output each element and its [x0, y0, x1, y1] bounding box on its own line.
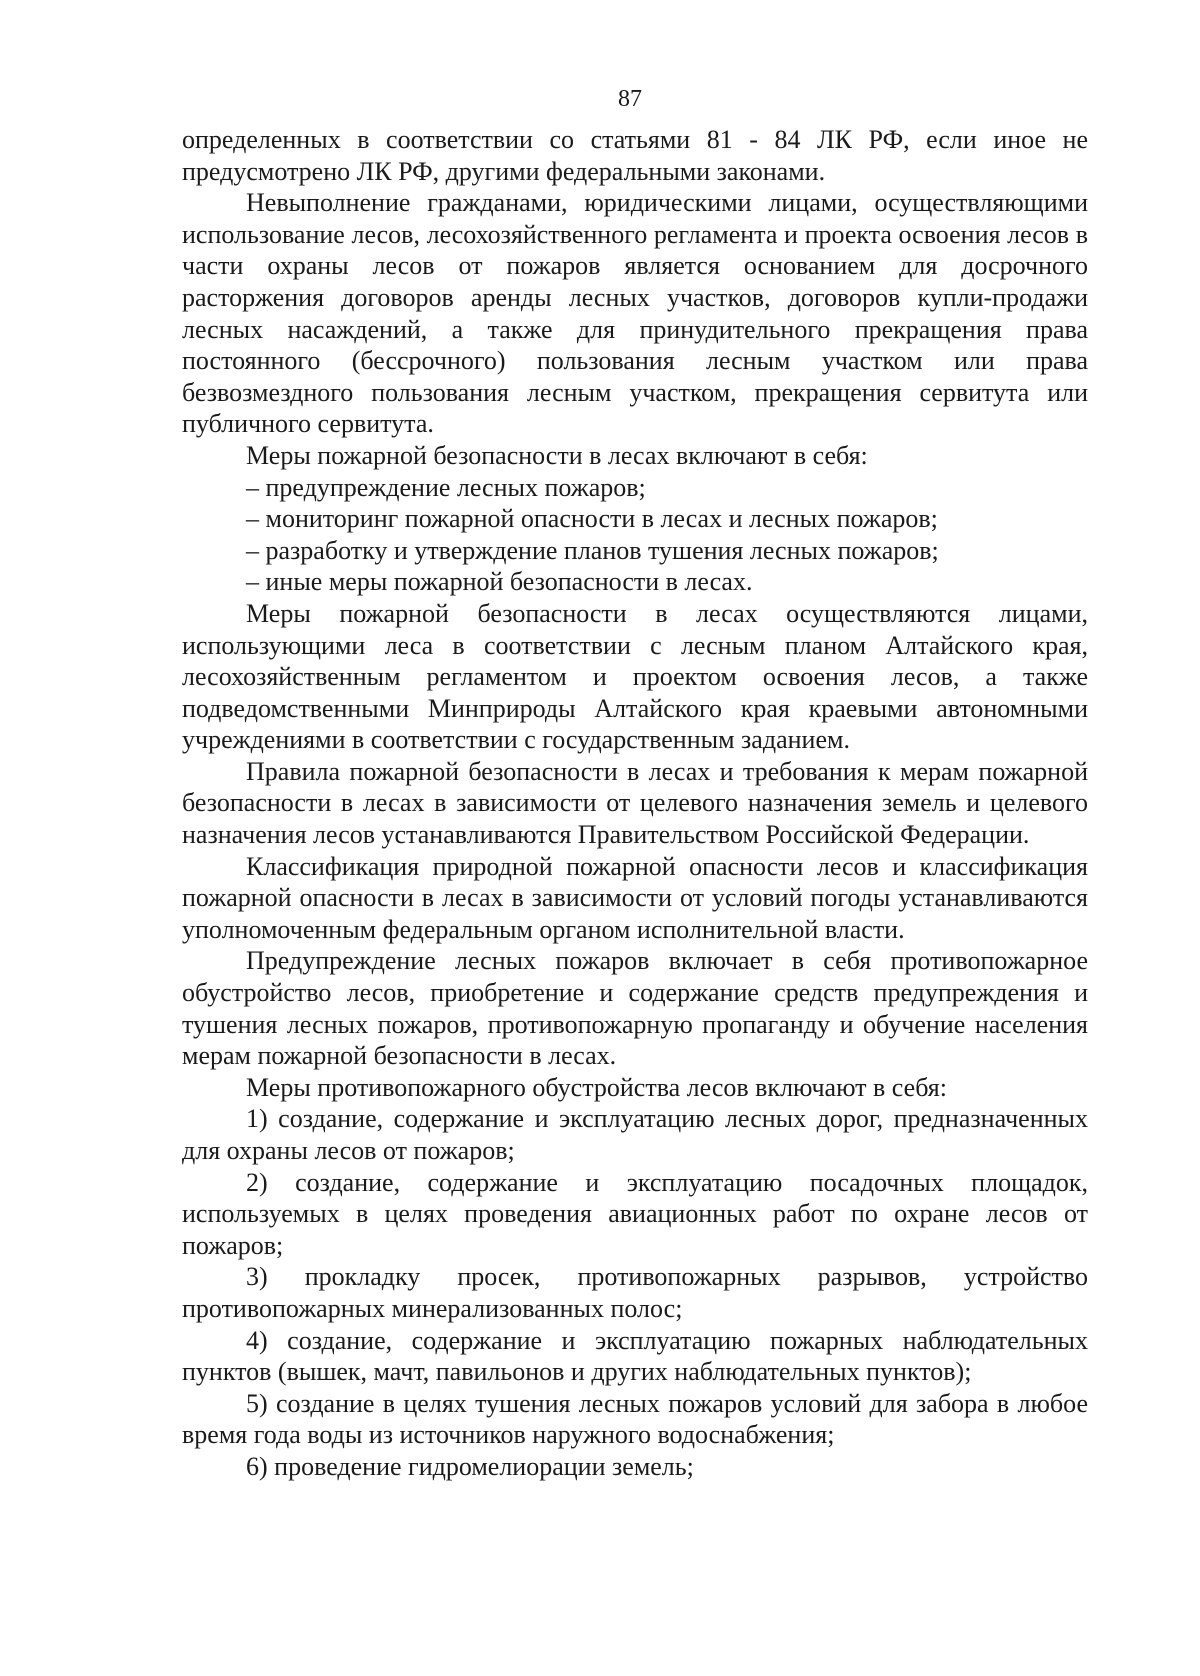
paragraph: Предупреждение лесных пожаров включает в себя противопожарное обустройство лесов, приобретение и содержание средств предупреждения и тушения лесных пожаров, противопожарную пропаганду и обучение населения мерам пожарной безопасности в лесах.: [182, 946, 1088, 1071]
numbered-item: 1) создание, содержание и эксплуатацию лесных дорог, предназначенных для охраны лесов от пожаров;: [182, 1104, 1088, 1165]
list-item: – иные меры пожарной безопасности в лесах.: [246, 567, 753, 597]
paragraph: Меры пожарной безопасности в лесах включают в себя:: [246, 440, 868, 470]
list-item: – предупреждение лесных пожаров;: [246, 472, 646, 502]
paragraph: Классификация природной пожарной опасности лесов и классификация пожарной опасности в лесах в зависимости от условий погоды устанавливаются уполномоченным федеральным органом исполнительной власти.: [182, 851, 1088, 944]
list-item: – мониторинг пожарной опасности в лесах и лесных пожаров;: [246, 504, 938, 534]
numbered-item: 6) проведение гидромелиорации земель;: [246, 1451, 694, 1481]
paragraph: Меры пожарной безопасности в лесах осуществляются лицами, использующими леса в соответствии с лесным планом Алтайского края, лесохозяйственным регламентом и проектом освоения лесов, а также подведомственными Минприроды Алтайского края краевыми автономными учреждениями в соответствии с государственным заданием.: [182, 598, 1088, 755]
numbered-item: 2) создание, содержание и эксплуатацию посадочных площадок, используемых в целях проведения авиационных работ по охране лесов от пожаров;: [182, 1167, 1088, 1260]
paragraph: Меры противопожарного обустройства лесов включают в себя:: [246, 1072, 947, 1102]
document-body: [182, 124, 1088, 1483]
paragraph: Правила пожарной безопасности в лесах и требования к мерам пожарной безопасности в лесах в зависимости от целевого назначения земель и целевого назначения лесов устанавливаются Правительством Российской Федерации.: [182, 756, 1088, 850]
numbered-item: 5) создание в целях тушения лесных пожаров условий для забора в любое время года воды из источников наружного водоснабжения;: [182, 1388, 1088, 1450]
numbered-item: 3) прокладку просек, противопожарных разрывов, устройство противопожарных минерализованных полос;: [182, 1262, 1088, 1323]
paragraph-continuation: определенных в соответствии со статьями 81 - 84 ЛК РФ, если иное не предусмотрено ЛК РФ, другими федеральными законами.: [182, 125, 1088, 186]
page-number: 87: [618, 86, 642, 112]
list-item: – разработку и утверждение планов тушения лесных пожаров;: [246, 535, 939, 565]
paragraph: Невыполнение гражданами, юридическими лицами, осуществляющими использование лесов, лесохозяйственного регламента и проекта освоения лесов в части охраны лесов от пожаров является основанием для досрочного расторжения договоров аренды лесных участков, договоров купли-продажи лесных насаждений, а также для принудительного прекращения права постоянного (бессрочного) пользования лесным участком или права безвозмездного пользования лесным участком, прекращения сервитута или публичного сервитута.: [182, 188, 1088, 439]
numbered-item: 4) создание, содержание и эксплуатацию пожарных наблюдательных пунктов (вышек, мачт, павильонов и других наблюдательных пунктов);: [182, 1325, 1088, 1387]
